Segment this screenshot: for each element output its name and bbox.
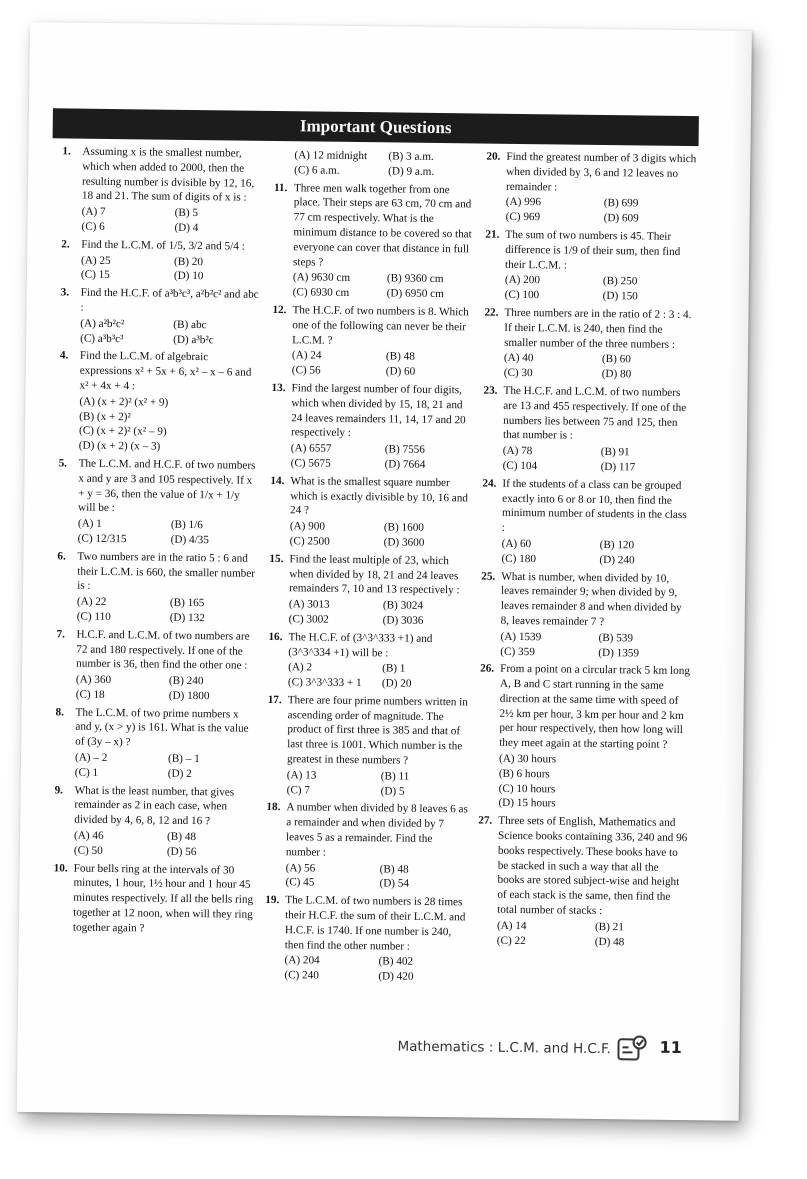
question-item — [481, 476, 692, 568]
question-item — [58, 456, 259, 548]
options-grid — [287, 768, 469, 800]
answer-option: (B) 5 — [174, 206, 199, 220]
section-banner — [53, 108, 699, 146]
answer-option: (A) 7 — [81, 205, 106, 219]
answer-option: (B) 48 — [166, 830, 197, 844]
options-grid — [292, 349, 474, 381]
answer-option: (C) 10 hours — [498, 782, 556, 796]
answer-option: (A) 1539 — [500, 630, 542, 643]
answer-option: (D) 132 — [169, 611, 205, 625]
options-grid — [288, 660, 470, 692]
question-number: 18. — [266, 801, 281, 814]
question-text: The L.C.M. of two prime numbers x and y, (x > y) is 161. What is the value of (3y – x) ? — [75, 706, 249, 749]
answer-option: (C) 45 — [285, 876, 315, 889]
answer-option: (A) 30 hours — [498, 752, 557, 766]
question-number: 3. — [60, 286, 70, 299]
answer-option: (B) 91 — [600, 446, 630, 459]
answer-option: (D) 3036 — [382, 614, 424, 627]
question-text: What is the smallest square number which is exactly divisible by 10, 16 and 24 ? — [289, 474, 469, 517]
question-number: 8. — [55, 706, 65, 719]
answer-option: (A) 204 — [284, 954, 320, 968]
question-item — [53, 861, 254, 937]
answer-option: (A) 78 — [502, 444, 533, 458]
answer-option: (A) 12 midnight — [294, 149, 368, 163]
question-number: 20. — [486, 150, 501, 163]
question-text: The L.C.M. of two numbers is 28 times their H.C.F. the sum of their L.C.M. and H.C.F. is 1740. If one number is 240, then find the other number : — [284, 894, 466, 953]
answer-option: (B) – 1 — [167, 752, 200, 766]
answer-option: (B) 1600 — [383, 521, 425, 534]
answer-option: (C) 969 — [505, 211, 541, 224]
answer-option: (D) 56 — [166, 845, 197, 858]
answer-option: (A) 360 — [75, 673, 112, 687]
answer-option: (C) 15 — [80, 269, 110, 282]
answer-option: (B) 3024 — [382, 599, 424, 612]
answer-option: (C) 1 — [74, 766, 99, 779]
question-text: What is number, when divided by 10, leaves remainder 9; when divided by 9, leaves remainder 8 and when divided by 8, leaves remainder 7 ? — [500, 570, 682, 628]
question-number: 2. — [61, 238, 70, 251]
question-number: 13. — [271, 381, 286, 395]
answer-option: (C) 30 — [503, 366, 533, 380]
answer-option: (A) 22 — [76, 595, 107, 609]
question-item — [485, 228, 696, 306]
question-item — [56, 627, 257, 704]
question-number: 12. — [272, 303, 287, 317]
answer-option: (C) 56 — [291, 364, 321, 377]
answer-option: (A) (x + 2)² (x² + 9) — [79, 395, 169, 409]
answer-option: (C) 3^3^333 + 1 — [287, 676, 362, 690]
question-item — [480, 569, 691, 661]
options-grid — [503, 444, 693, 476]
question-text: The sum of two numbers is 45. Their difference is 1/9 of their sum, then find their L.C.M. : — [505, 228, 681, 272]
answer-option: (C) 180 — [501, 552, 537, 565]
question-text: Three numbers are in the ratio of 2 : 3 : 4. If their L.C.M. is 240, then find the smaller number of the three numbers : — [504, 306, 692, 351]
answer-option: (C) a³b³c³ — [80, 332, 124, 345]
question-item — [269, 552, 472, 629]
options-grid — [497, 919, 687, 951]
answer-option: (C) 104 — [502, 459, 538, 473]
options-grid — [81, 205, 261, 237]
answer-option: (D) 420 — [378, 970, 414, 983]
question-text: The H.C.F. and L.C.M. of two numbers are 13 and 455 respectively. If one of the numbers lies between 75 and 125, then that number is : — [502, 384, 687, 443]
question-text: Find the L.C.M. of algebraic expressions x² + 5x + 6, x² – x – 6 and x² + 4x + 4 : — [79, 349, 252, 393]
answer-option: (A) 25 — [81, 254, 111, 267]
answer-option: (D) (x + 2) (x – 3) — [78, 439, 161, 453]
question-item — [273, 181, 476, 303]
answer-option: (B) 48 — [385, 350, 415, 364]
answer-option: (A) 40 — [503, 352, 534, 365]
options-grid — [293, 271, 475, 303]
answer-option: (D) 7664 — [384, 458, 426, 471]
question-number: 7. — [56, 628, 65, 641]
question-item — [274, 148, 476, 180]
answer-option: (C) 240 — [284, 969, 319, 982]
question-item — [272, 303, 475, 380]
banner-title: Important Questions — [299, 116, 452, 138]
options-grid — [291, 441, 473, 473]
answer-option: (B) 3 a.m. — [388, 150, 434, 163]
answer-option: (C) 359 — [500, 645, 535, 658]
question-item — [59, 349, 260, 456]
question-text: Four bells ring at the intervals of 30 minutes, 1 hour, 1½ hour and 1 hour 45 minutes respectively. If all the bells ring together at 12 noon, when will they ring together again ? — [72, 862, 254, 935]
question-number: 27. — [478, 814, 493, 827]
answer-option: (A) 60 — [501, 537, 532, 551]
question-text: Find the largest number of four digits, which when divided by 15, 18, 21 and 24 leaves remainders 11, 14, 17 and 20 respectively : — [290, 382, 466, 440]
question-item — [61, 237, 262, 285]
options-grid — [501, 537, 691, 569]
answer-option: (C) 6 a.m. — [294, 164, 340, 177]
answer-option: (C) 6930 cm — [292, 286, 350, 300]
answer-option: (A) 56 — [285, 861, 316, 875]
footer-subject: Mathematics : L.C.M. and H.C.F. — [397, 1038, 611, 1058]
answer-option: (C) 18 — [75, 688, 105, 701]
answer-option: (C) 7 — [286, 783, 311, 797]
question-text: There are four prime numbers written in ascending order of magnitude. The product of first three is 385 and that of last three is 1001. Which number is the greatest in these numbers ? — [286, 694, 468, 767]
answer-option: (D) 15 hours — [498, 797, 556, 810]
options-grid — [81, 253, 261, 285]
answer-option: (B) 48 — [379, 862, 409, 876]
options-grid — [79, 394, 260, 455]
question-number: 5. — [58, 457, 68, 470]
question-number: 9. — [54, 784, 64, 797]
answer-option: (D) 4 — [174, 221, 199, 235]
question-item — [61, 144, 262, 236]
question-text: Find the L.C.M. of 1/5, 3/2 and 5/4 : — [81, 238, 245, 253]
answer-option: (D) 117 — [600, 460, 636, 474]
page-shadow — [719, 31, 752, 1121]
question-item — [270, 474, 473, 551]
answer-option: (B) 120 — [599, 538, 635, 552]
answer-option: (A) 900 — [289, 520, 326, 533]
question-number: 19. — [265, 894, 280, 907]
answer-option: (D) 9 a.m. — [388, 165, 435, 178]
question-number: 26. — [480, 662, 495, 676]
question-number: 6. — [57, 550, 66, 563]
question-text: Find the H.C.F. of a³b³c³, a²b²c² and abc : — [80, 286, 259, 314]
answer-option: (A) – 2 — [74, 751, 108, 765]
answer-option: (A) 14 — [496, 919, 527, 932]
answer-option: (D) 1359 — [598, 646, 640, 659]
answer-option: (D) 4/35 — [170, 533, 209, 547]
question-number: 17. — [267, 693, 282, 707]
answer-option: (D) 60 — [385, 365, 416, 378]
answer-option: (C) 6 — [81, 220, 105, 233]
question-number: 23. — [483, 384, 498, 397]
question-number: 24. — [482, 477, 497, 490]
question-number: 4. — [59, 349, 69, 362]
page-number: 11 — [659, 1037, 682, 1058]
answer-option: (C) (x + 2)² (x² – 9) — [78, 424, 167, 439]
question-text: Three sets of English, Mathematics and Science books containing 336, 240 and 96 books respectively. These books have to be stacked in such a way that all the books are stored subject-wise and height of each stack is the same, then find the total number of stacks : — [497, 815, 688, 918]
answer-option: (C) 5675 — [290, 457, 331, 470]
answer-option: (D) 80 — [601, 368, 632, 381]
question-text: The H.C.F. of two numbers is 8. Which one of the following can never be their L.C.M. ? — [292, 304, 469, 347]
question-text: Three men walk together from one place. Their steps are 63 cm, 70 cm and 77 cm respectively. What is the minimum distance to be covered so that everyone can cover that distance in full steps ? — [293, 181, 472, 269]
answer-option: (C) 22 — [496, 934, 526, 947]
answer-option: (A) 13 — [286, 769, 317, 782]
answer-option: (A) 6557 — [290, 442, 332, 455]
book-page — [17, 22, 752, 1121]
question-item — [271, 381, 474, 473]
options-grid — [500, 629, 690, 661]
options-grid — [294, 148, 476, 180]
question-number: 22. — [484, 306, 499, 319]
question-number: 10. — [53, 862, 68, 875]
answer-option: (B) 402 — [378, 955, 414, 969]
answer-option: (A) 24 — [291, 349, 322, 362]
question-number: 11. — [273, 181, 288, 194]
answer-option: (B) 165 — [169, 596, 205, 610]
answer-option: (D) 1800 — [168, 689, 210, 703]
answer-option: (D) 54 — [379, 877, 410, 891]
answer-option: (B) 539 — [598, 631, 634, 645]
question-item — [486, 150, 697, 228]
answer-option: (A) 3013 — [288, 598, 330, 611]
question-item — [267, 693, 470, 800]
question-text: Two numbers are in the ratio 5 : 6 and their L.C.M. is 660, the smaller number is : — [77, 550, 256, 593]
options-grid — [498, 752, 689, 814]
answer-option: (B) 21 — [594, 920, 624, 934]
answer-option: (B) abc — [173, 318, 207, 331]
question-number: 21. — [485, 228, 500, 241]
options-grid — [77, 595, 257, 627]
question-text: H.C.F. and L.C.M. of two numbers are 72 and 180 respectively. If one of the number is 36, then find the other one : — [76, 628, 250, 672]
answer-option: (C) 110 — [76, 610, 111, 623]
question-item — [478, 662, 690, 814]
question-item — [55, 705, 256, 782]
answer-option: (B) 20 — [174, 255, 204, 268]
answer-option: (A) 9630 cm — [292, 271, 351, 285]
options-grid — [290, 519, 472, 551]
answer-option: (A) 200 — [504, 274, 541, 287]
answer-option: (D) 150 — [602, 290, 638, 303]
answer-option: (A) 2 — [288, 661, 313, 674]
question-item — [265, 800, 468, 892]
question-column-1 — [53, 144, 263, 940]
question-text: Find the greatest number of 3 digits which when divided by 3, 6 and 12 leaves no remainder : — [505, 150, 697, 194]
options-grid — [505, 273, 695, 305]
answer-option: (B) 7556 — [384, 443, 425, 456]
answer-option: (D) a³b²c — [173, 333, 214, 346]
question-item — [483, 384, 694, 476]
answer-option: (D) 2 — [167, 767, 192, 780]
book-check-icon — [617, 1035, 647, 1061]
answer-option: (C) 2500 — [289, 535, 330, 548]
answer-option: (C) 100 — [504, 288, 540, 302]
options-grid — [78, 517, 258, 549]
answer-option: (D) 6950 cm — [386, 287, 444, 301]
answer-option: (B) 6 hours — [498, 767, 550, 781]
answer-option: (D) 5 — [380, 785, 405, 798]
options-grid — [75, 751, 255, 783]
question-number: 25. — [481, 570, 496, 583]
question-number: 14. — [270, 474, 285, 487]
answer-option: (D) 609 — [603, 212, 639, 225]
question-item — [477, 814, 689, 951]
answer-option: (D) 20 — [381, 677, 412, 690]
answer-option: (C) 12/315 — [77, 532, 127, 546]
question-text: Find the least multiple of 23, which when divided by 18, 21 and 24 leaves remainders 7, 10 and 13 respectively : — [289, 552, 460, 597]
question-item — [264, 893, 467, 985]
options-grid — [506, 195, 696, 227]
question-item — [484, 306, 695, 384]
options-grid — [76, 673, 256, 705]
question-text: The L.C.M. and H.C.F. of two numbers x and y are 3 and 105 respectively. If x + y = 36, then the value of 1/x + 1/y will be : — [77, 457, 256, 515]
options-grid — [504, 351, 694, 383]
answer-option: (B) (x + 2)² — [79, 410, 131, 423]
answer-option: (B) 11 — [380, 770, 410, 783]
answer-option: (A) 1 — [77, 517, 102, 531]
options-grid — [289, 597, 471, 629]
question-item — [54, 783, 255, 860]
options-grid — [284, 954, 466, 986]
answer-option: (B) 1 — [382, 662, 406, 675]
answer-option: (B) 240 — [168, 674, 204, 688]
options-grid — [80, 316, 260, 348]
question-text: If the students of a class can be grouped exactly into 6 or 8 or 10, then find the minimum number of students in the class : — [501, 477, 687, 534]
question-item — [57, 549, 258, 626]
answer-option: (A) a²b²c² — [80, 317, 125, 330]
answer-option: (D) 3600 — [383, 536, 425, 549]
options-grid — [74, 829, 254, 861]
answer-option: (B) 9360 cm — [386, 272, 444, 286]
answer-option: (D) 240 — [599, 553, 635, 567]
options-grid — [285, 861, 467, 893]
answer-option: (D) 10 — [173, 270, 204, 283]
question-item — [60, 286, 261, 349]
answer-option: (A) 46 — [73, 829, 104, 843]
question-column-2 — [264, 147, 476, 988]
answer-option: (B) 699 — [603, 197, 639, 210]
answer-option: (A) 996 — [505, 196, 542, 209]
question-column-3 — [477, 150, 697, 954]
question-item — [268, 630, 471, 693]
question-number: 16. — [268, 630, 283, 643]
question-number: 15. — [269, 552, 284, 565]
answer-option: (D) 48 — [594, 935, 625, 948]
question-text: Assuming x is the smallest number, which when added to 2000, then the resulting number is dvisible by 12, 16, 18 and 21. The sum of digits of x is : — [81, 145, 255, 205]
question-text: A number when divided by 8 leaves 6 as a remainder and when divided by 7 leaves 5 as a remainder. Find the number : — [285, 801, 468, 859]
answer-option: (B) 250 — [602, 275, 638, 288]
question-text: The H.C.F. of (3^3^333 +1) and (3^3^334 +1) will be : — [288, 630, 433, 659]
question-text: From a point on a circular track 5 km long A, B and C start running in the same direction at the same time with speed of 2½ km per hour, 3 km per hour and 2 km per hour respectively, then how long will they meet again at the starting point ? — [499, 663, 691, 752]
answer-option: (C) 50 — [73, 844, 103, 857]
question-text: What is the least number, that gives remainder as 2 in each case, when divided by 4, 6, 8, 12 and 16 ? — [74, 784, 235, 828]
answer-option: (B) 1/6 — [170, 518, 203, 532]
answer-option: (C) 3002 — [288, 613, 329, 626]
answer-option: (B) 60 — [601, 353, 631, 366]
question-number: 1. — [62, 145, 71, 158]
